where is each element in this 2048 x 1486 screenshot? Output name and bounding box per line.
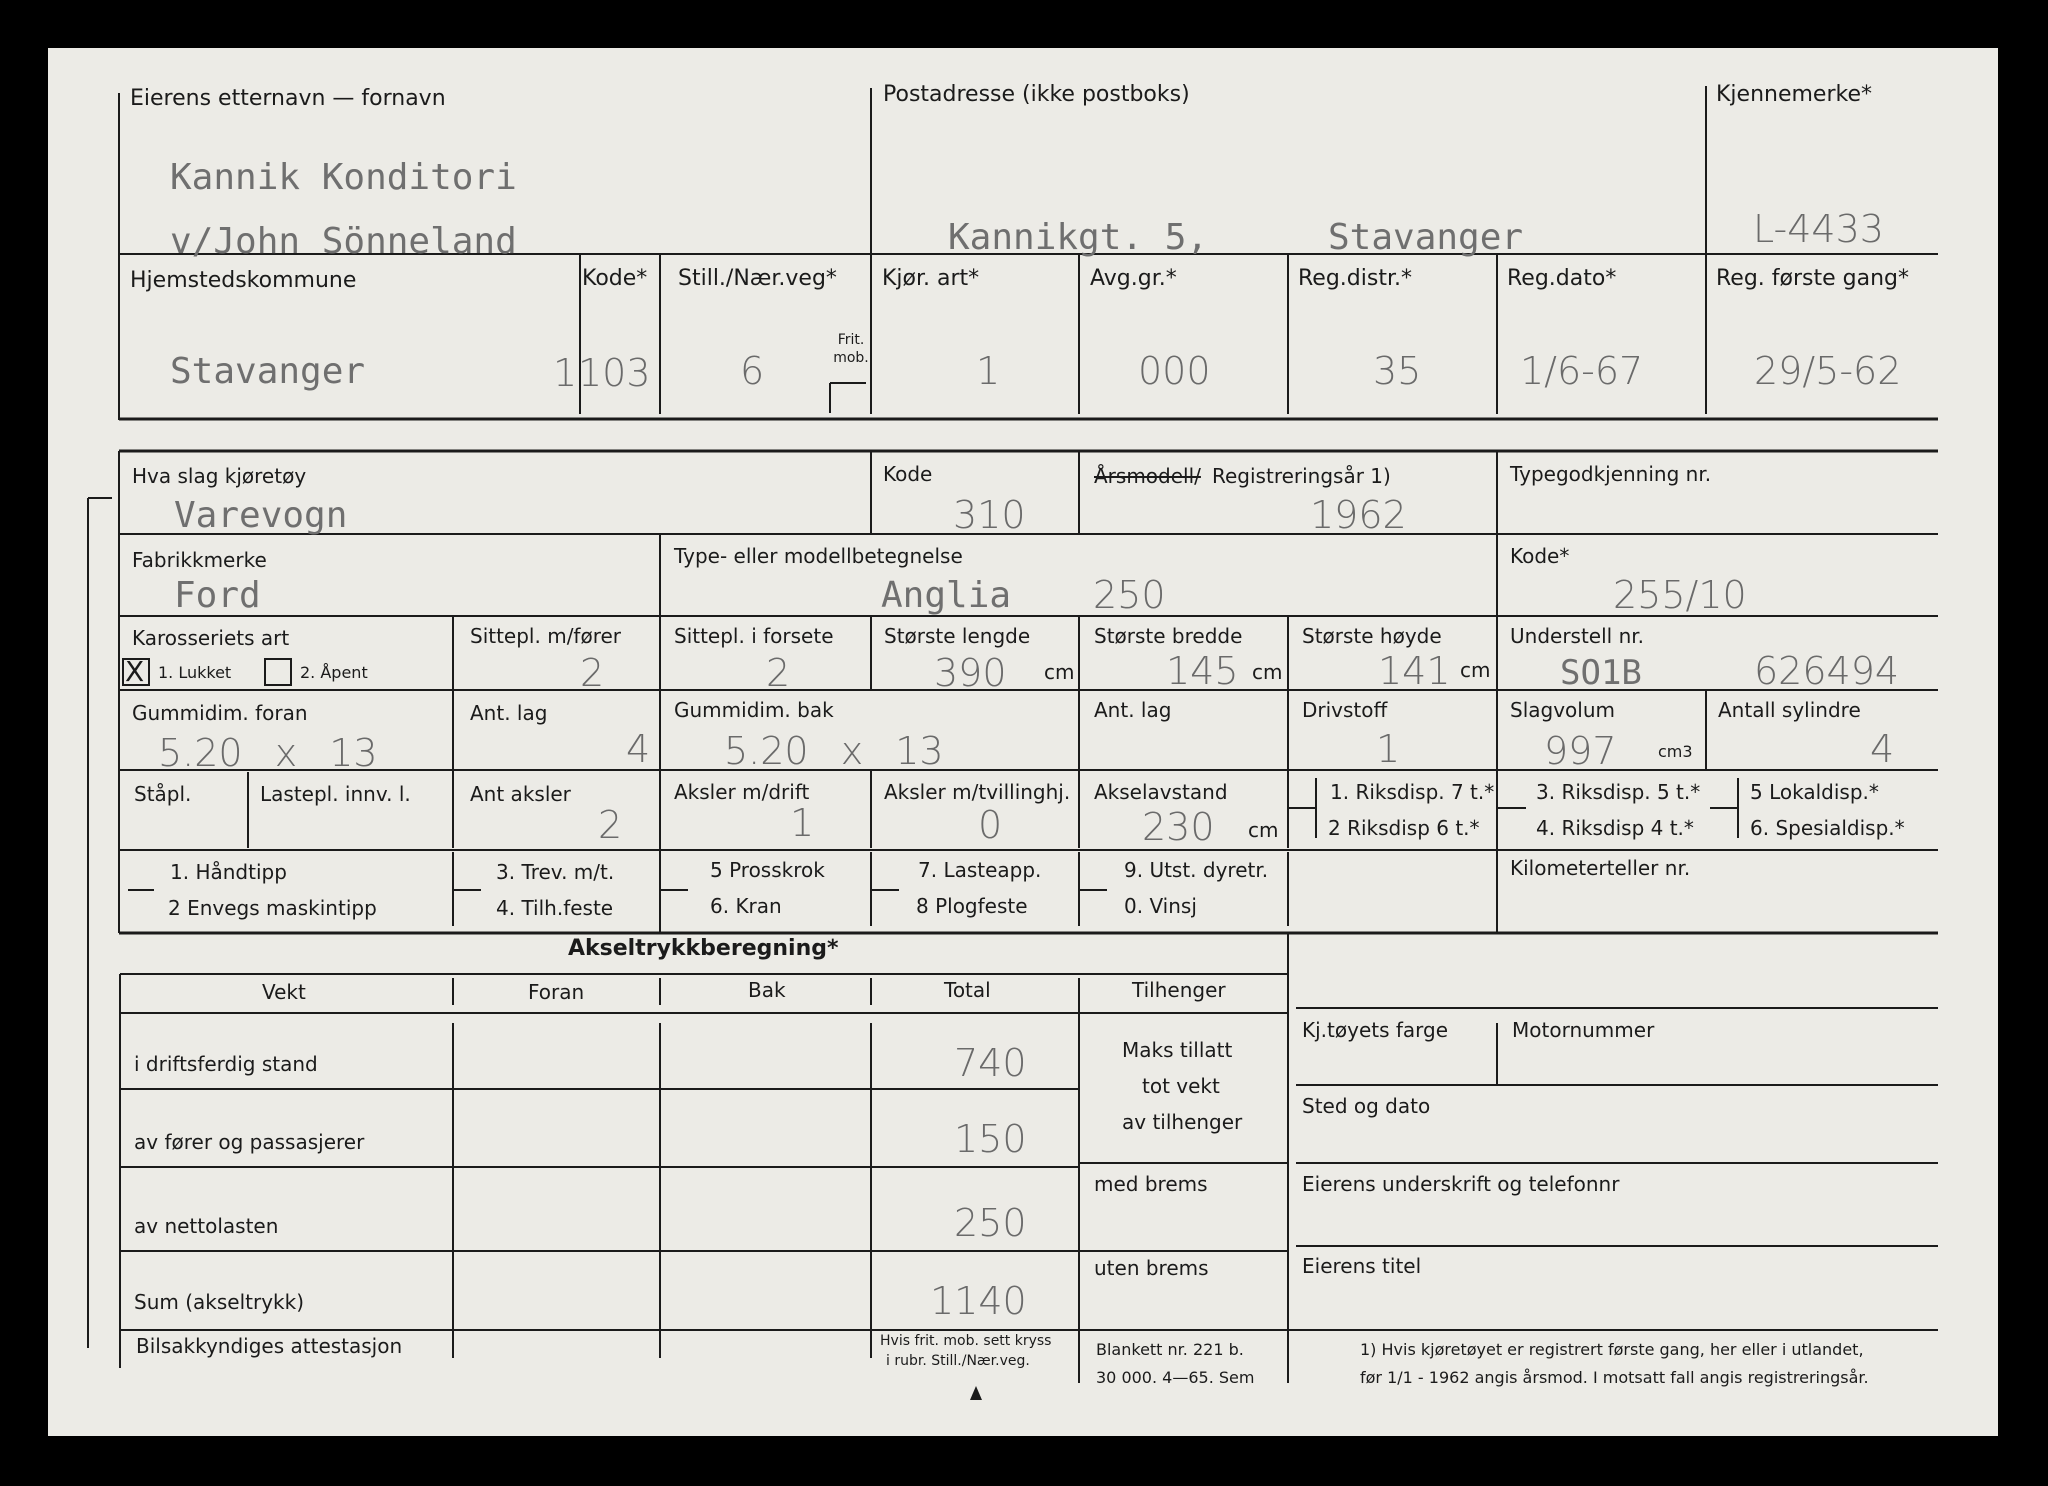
aksler-tvilling-value: 0 <box>978 803 1003 847</box>
equip-7: 7. Lasteapp. <box>918 858 1042 882</box>
lengde-label: Største lengde <box>884 624 1031 648</box>
kjor-art-value: 1 <box>976 349 1001 393</box>
sittepl-forsete-value: 2 <box>766 651 791 695</box>
reg-forste-value: 29/5-62 <box>1754 349 1902 393</box>
gummi-foran-label: Gummidim. foran <box>132 701 308 725</box>
lengde-unit: cm <box>1044 660 1075 684</box>
owner-name-line2: v/John Sönneland <box>170 221 517 262</box>
understell-label: Understell nr. <box>1510 624 1644 648</box>
lokaldisp: 5 Lokaldisp.* <box>1750 780 1879 804</box>
ant-lag-value: 4 <box>626 727 651 771</box>
riksdisp-1: 1. Riksdisp. 7 t.* <box>1330 780 1495 804</box>
riksdisp-2: 2 Riksdisp 6 t.* <box>1328 816 1480 840</box>
hoyde-value: 141 <box>1378 649 1451 693</box>
reg-dato-label: Reg.dato* <box>1507 266 1617 291</box>
municipality-label: Hjemstedskommune <box>130 268 357 293</box>
checkbox-check-mark: X <box>125 655 145 688</box>
ant-aksler-value: 2 <box>598 803 623 847</box>
attest-label: Bilsakkyndiges attestasjon <box>136 1334 403 1358</box>
lengde-value: 390 <box>934 651 1007 695</box>
aksler-drift-label: Aksler m/drift <box>674 780 810 804</box>
understell-value1: SO1B <box>1560 653 1642 693</box>
kode2-value: 255/10 <box>1613 573 1747 617</box>
karosseri-apent-checkbox[interactable] <box>264 658 292 686</box>
aksler-drift-value: 1 <box>790 801 815 845</box>
row-nettolast-label: av nettolasten <box>134 1214 279 1238</box>
equip-0: 0. Vinsj <box>1124 894 1197 918</box>
aksler-tvilling-label: Aksler m/tvillinghj. <box>884 780 1071 804</box>
underskrift-label: Eierens underskrift og telefonnr <box>1302 1172 1620 1196</box>
farge-label: Kj.tøyets farge <box>1302 1018 1449 1042</box>
arrow-up-icon <box>970 1386 982 1400</box>
make-value: Ford <box>174 575 261 616</box>
avg-gr-value: 000 <box>1138 349 1211 393</box>
sted-dato-label: Sted og dato <box>1302 1094 1431 1118</box>
plate-value: L-4433 <box>1753 207 1884 251</box>
still-value: 6 <box>740 349 765 393</box>
reg-distr-value: 35 <box>1373 349 1422 393</box>
kode-label: Kode* <box>582 266 648 291</box>
col-vekt: Vekt <box>262 980 306 1004</box>
sittepl-forer-label: Sittepl. m/fører <box>470 624 622 648</box>
equip-4: 4. Tilh.feste <box>496 896 614 920</box>
col-tilhenger: Tilhenger <box>1132 978 1226 1002</box>
col-total: Total <box>944 978 991 1002</box>
equip-3: 3. Trev. m/t. <box>496 860 615 884</box>
still-label: Still./Nær.veg* <box>678 266 837 291</box>
frit-mob-label: Frit. mob. <box>833 332 869 366</box>
kode2-label: Kode* <box>1510 544 1570 568</box>
maks-line1: Maks tillatt <box>1122 1038 1233 1062</box>
blankett-line2: 30 000. 4—65. Sem <box>1096 1368 1255 1387</box>
gummi-bak-value: 5.20 x 13 <box>724 729 944 773</box>
bredde-label: Største bredde <box>1094 624 1243 648</box>
karosseri-label: Karosseriets art <box>132 626 290 650</box>
row-driftsferdig-total: 740 <box>954 1041 1027 1085</box>
address-label: Postadresse (ikke postboks) <box>883 82 1190 107</box>
address-city: Stavanger <box>1328 217 1524 258</box>
karosseri-lukket-label: 1. Lukket <box>158 663 232 682</box>
plate-label: Kjennemerke* <box>1716 82 1872 107</box>
equip-6: 6. Kran <box>710 894 782 918</box>
motornummer-label: Motornummer <box>1512 1018 1655 1042</box>
reg-distr-label: Reg.distr.* <box>1298 266 1412 291</box>
kjor-art-label: Kjør. art* <box>882 266 980 291</box>
avg-gr-label: Avg.gr.* <box>1090 266 1177 291</box>
owner-name-label: Eierens etternavn — fornavn <box>130 86 446 111</box>
frit-note-line2: i rubr. Still./Nær.veg. <box>886 1353 1030 1369</box>
model-label: Type- eller modellbetegnelse <box>674 544 963 568</box>
ant-lag-label: Ant. lag <box>470 701 548 725</box>
titel-label: Eierens titel <box>1302 1254 1422 1278</box>
bredde-unit: cm <box>1252 660 1283 684</box>
kode-value: 103 <box>578 351 651 395</box>
year-label-struck: Årsmodell/ <box>1094 464 1201 488</box>
owner-name-line1: Kannik Konditori <box>170 157 517 198</box>
akselavstand-label: Akselavstand <box>1094 780 1228 804</box>
model-number: 250 <box>1093 573 1166 617</box>
axle-calc-title: Akseltrykkberegning* <box>568 936 839 961</box>
col-bak: Bak <box>748 978 786 1002</box>
uten-brems-label: uten brems <box>1094 1256 1209 1280</box>
equip-2: 2 Envegs maskintipp <box>168 896 377 920</box>
hoyde-unit: cm <box>1460 658 1491 682</box>
sylindre-label: Antall sylindre <box>1718 698 1861 722</box>
make-label: Fabrikkmerke <box>132 548 267 572</box>
typegodkjenning-label: Typegodkjenning nr. <box>1510 462 1712 486</box>
footnote-line1: 1) Hvis kjøretøyet er registrert første gang, her eller i utlandet, <box>1360 1340 1864 1359</box>
vehicle-type-label: Hva slag kjøretøy <box>132 464 307 488</box>
equip-1: 1. Håndtipp <box>170 860 287 884</box>
frit-note-line1: Hvis frit. mob. sett kryss <box>880 1333 1052 1349</box>
bredde-value: 145 <box>1166 649 1239 693</box>
registration-card <box>48 48 1998 1436</box>
reg-forste-label: Reg. første gang* <box>1716 266 1910 291</box>
drivstoff-value: 1 <box>1376 727 1401 771</box>
sittepl-forer-value: 2 <box>580 651 605 695</box>
riksdisp-4: 4. Riksdisp 4 t.* <box>1536 816 1694 840</box>
row-sum-label: Sum (akseltrykk) <box>134 1290 304 1314</box>
km-teller-label: Kilometerteller nr. <box>1510 856 1691 880</box>
sylindre-value: 4 <box>1870 727 1895 771</box>
maks-line3: av tilhenger <box>1122 1110 1243 1134</box>
blankett-line1: Blankett nr. 221 b. <box>1096 1340 1244 1359</box>
footnote-line2: før 1/1 - 1962 angis årsmod. I motsatt fall angis registreringsår. <box>1360 1368 1869 1387</box>
kode-prefix: 1 <box>553 351 578 395</box>
sittepl-forsete-label: Sittepl. i forsete <box>674 624 834 648</box>
equip-5: 5 Prosskrok <box>710 858 825 882</box>
row-forer-label: av fører og passasjerer <box>134 1130 365 1154</box>
vehicle-kode-label: Kode <box>883 462 933 486</box>
lastepl-label: Lastepl. innv. l. <box>260 782 411 806</box>
maks-line2: tot vekt <box>1142 1074 1220 1098</box>
equip-9: 9. Utst. dyretr. <box>1124 858 1269 882</box>
understell-value2: 626494 <box>1754 649 1900 693</box>
hoyde-label: Største høyde <box>1302 624 1442 648</box>
slagvolum-label: Slagvolum <box>1510 698 1615 722</box>
vehicle-type-value: Varevogn <box>174 495 348 536</box>
year-label: Registreringsår 1) <box>1212 464 1391 488</box>
spesialdisp: 6. Spesialdisp.* <box>1750 816 1905 840</box>
col-foran: Foran <box>528 980 585 1004</box>
gummi-foran-value: 5.20 x 13 <box>158 731 378 775</box>
address-street: Kannikgt. 5, <box>948 217 1209 258</box>
slagvolum-unit: cm3 <box>1658 742 1693 761</box>
year-value: 1962 <box>1310 493 1407 537</box>
model-value: Anglia <box>881 575 1012 616</box>
riksdisp-3: 3. Riksdisp. 5 t.* <box>1536 780 1701 804</box>
row-nettolast-total: 250 <box>954 1201 1027 1245</box>
akselavstand-value: 230 <box>1142 805 1215 849</box>
municipality-value: Stavanger <box>170 351 366 392</box>
karosseri-apent-label: 2. Åpent <box>300 663 368 682</box>
akselavstand-unit: cm <box>1248 818 1279 842</box>
stapl-label: Ståpl. <box>134 782 192 806</box>
slagvolum-value: 997 <box>1544 729 1617 773</box>
row-driftsferdig-label: i driftsferdig stand <box>134 1052 318 1076</box>
equip-8: 8 Plogfeste <box>916 894 1028 918</box>
med-brems-label: med brems <box>1094 1172 1208 1196</box>
vehicle-kode-value: 310 <box>953 493 1026 537</box>
gummi-bak-label: Gummidim. bak <box>674 698 834 722</box>
reg-dato-value: 1/6-67 <box>1520 349 1644 393</box>
ant-aksler-label: Ant aksler <box>470 782 571 806</box>
row-forer-total: 150 <box>954 1117 1027 1161</box>
ant-lag2-label: Ant. lag <box>1094 698 1172 722</box>
row-sum-total: 1140 <box>930 1279 1027 1323</box>
drivstoff-label: Drivstoff <box>1302 698 1388 722</box>
